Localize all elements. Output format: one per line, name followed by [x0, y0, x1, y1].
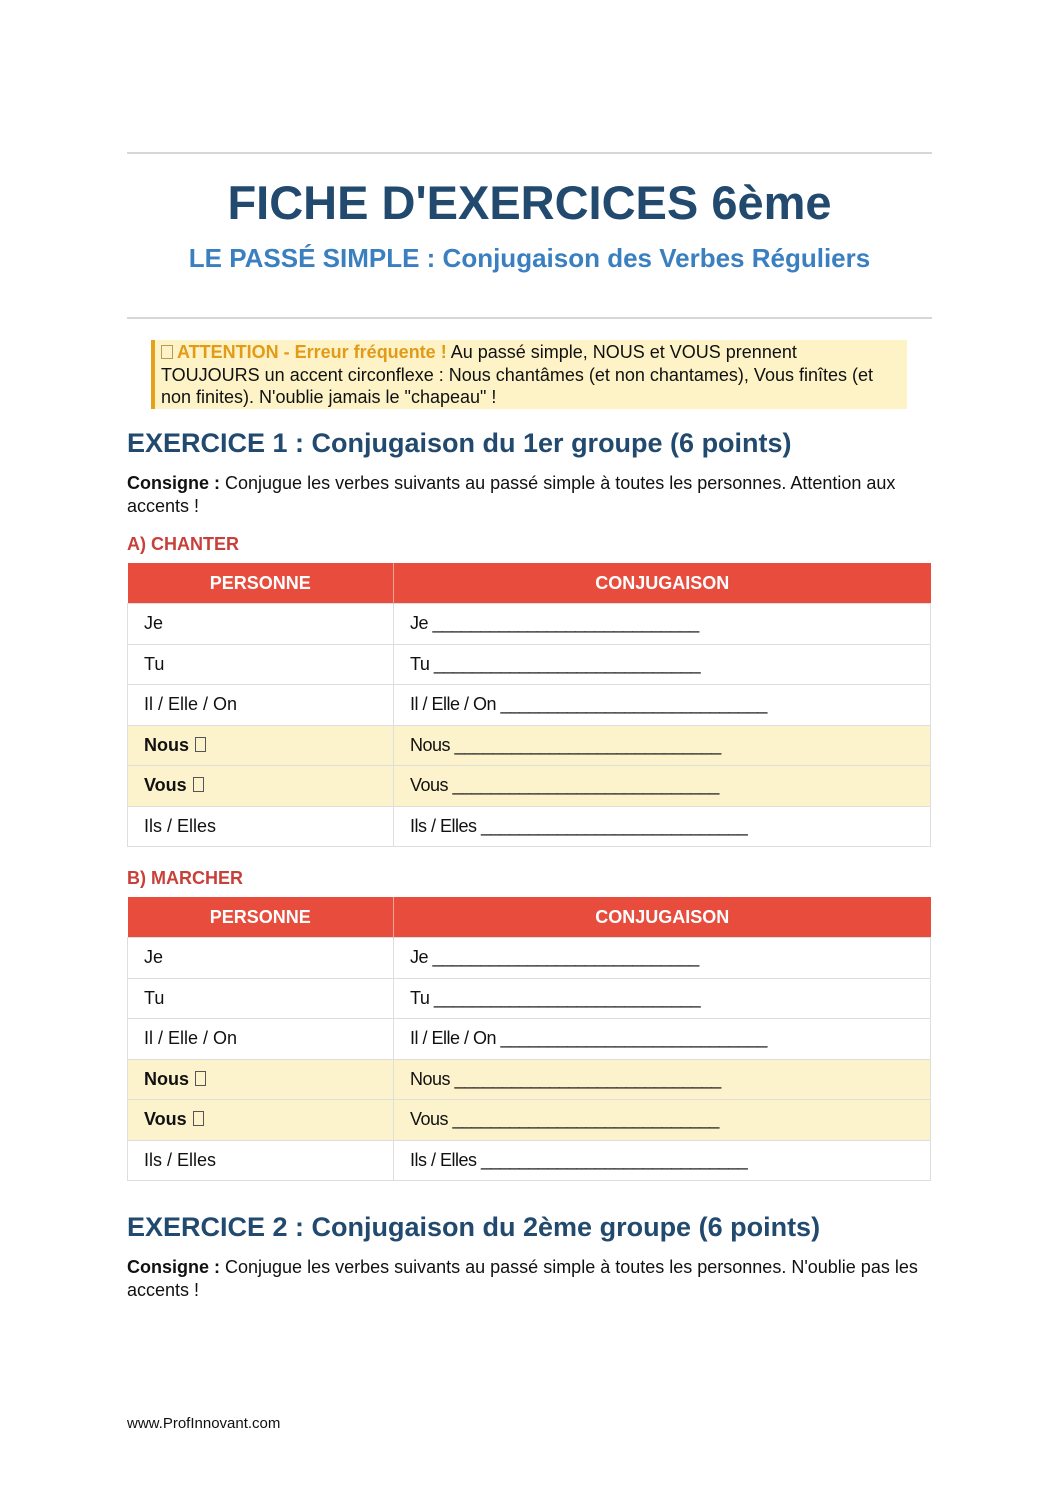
accent-marker-icon — [195, 737, 206, 752]
person-cell: Ils / Elles — [128, 1140, 394, 1181]
verb-label-chanter: A) CHANTER — [127, 534, 239, 554]
accent-marker-icon — [195, 1071, 206, 1086]
answer-blank[interactable]: Ils / Elles ____________________________ — [394, 806, 931, 847]
answer-blank[interactable]: Il / Elle / On ____________________________ — [394, 1019, 931, 1060]
person-cell: Nous — [128, 1059, 394, 1100]
answer-blank[interactable]: Il / Elle / On ____________________________ — [394, 685, 931, 726]
exercise-1-title: EXERCICE 1 : Conjugaison du 1er groupe (6 points) — [127, 428, 792, 458]
table-row-highlighted — [128, 766, 931, 807]
table-row — [128, 938, 931, 979]
attention-callout — [151, 340, 907, 409]
column-header-personne: PERSONNE — [128, 897, 394, 938]
table-row — [128, 978, 931, 1019]
accent-marker-icon — [193, 777, 204, 792]
person-cell: Il / Elle / On — [128, 1019, 394, 1060]
answer-blank[interactable]: Vous ____________________________ — [394, 766, 931, 807]
person-cell: Tu — [128, 644, 394, 685]
person-cell: Je — [128, 938, 394, 979]
person-cell: Tu — [128, 978, 394, 1019]
attention-heading: ATTENTION - Erreur fréquente ! — [177, 342, 447, 362]
top-divider — [127, 152, 932, 154]
table-row-highlighted — [128, 1059, 931, 1100]
warning-icon — [161, 345, 173, 359]
consigne-text: Conjugue les verbes suivants au passé simple à toutes les personnes. N'oublie pas les accents ! — [127, 1257, 918, 1300]
answer-blank[interactable]: Je ____________________________ — [394, 604, 931, 645]
consigne-label: Consigne : — [127, 1257, 220, 1277]
table-row-highlighted — [128, 725, 931, 766]
person-cell: Nous — [128, 725, 394, 766]
person-cell: Il / Elle / On — [128, 685, 394, 726]
exercise-2-title: EXERCICE 2 : Conjugaison du 2ème groupe (6 points) — [127, 1212, 821, 1242]
footer-website: www.ProfInnovant.com — [127, 1415, 281, 1432]
table-row — [128, 1019, 931, 1060]
exercise-2-instructions — [127, 1256, 932, 1302]
answer-blank[interactable]: Tu ____________________________ — [394, 978, 931, 1019]
table-row — [128, 806, 931, 847]
table-row-highlighted — [128, 1100, 931, 1141]
page-title: FICHE D'EXERCICES 6ème — [227, 176, 832, 229]
person-cell: Je — [128, 604, 394, 645]
table-row — [128, 1140, 931, 1181]
table-row — [128, 685, 931, 726]
person-cell: Vous — [128, 766, 394, 807]
table-row — [128, 644, 931, 685]
table-row — [128, 604, 931, 645]
conjugation-table-chanter — [127, 563, 931, 847]
person-cell: Vous — [128, 1100, 394, 1141]
header-divider — [127, 317, 932, 319]
answer-blank[interactable]: Nous ____________________________ — [394, 725, 931, 766]
answer-blank[interactable]: Vous ____________________________ — [394, 1100, 931, 1141]
accent-marker-icon — [193, 1111, 204, 1126]
attention-text: Au passé simple, NOUS et VOUS prennent TOUJOURS un accent circonflexe : Nous chantâmes (et non chantames), Vous finîtes (et non finites). N'oublie jamais le "chapeau" ! — [161, 342, 873, 407]
column-header-conjugaison: CONJUGAISON — [394, 897, 931, 938]
consigne-label: Consigne : — [127, 473, 220, 493]
person-cell: Ils / Elles — [128, 806, 394, 847]
answer-blank[interactable]: Ils / Elles ____________________________ — [394, 1140, 931, 1181]
page-subtitle: LE PASSÉ SIMPLE : Conjugaison des Verbes Réguliers — [188, 243, 871, 273]
exercise-1-instructions — [127, 472, 932, 518]
answer-blank[interactable]: Tu ____________________________ — [394, 644, 931, 685]
answer-blank[interactable]: Nous ____________________________ — [394, 1059, 931, 1100]
verb-label-marcher: B) MARCHER — [127, 868, 243, 888]
column-header-personne: PERSONNE — [128, 563, 394, 604]
conjugation-table-marcher — [127, 897, 931, 1181]
consigne-text: Conjugue les verbes suivants au passé simple à toutes les personnes. Attention aux accents ! — [127, 473, 896, 516]
answer-blank[interactable]: Je ____________________________ — [394, 938, 931, 979]
column-header-conjugaison: CONJUGAISON — [394, 563, 931, 604]
